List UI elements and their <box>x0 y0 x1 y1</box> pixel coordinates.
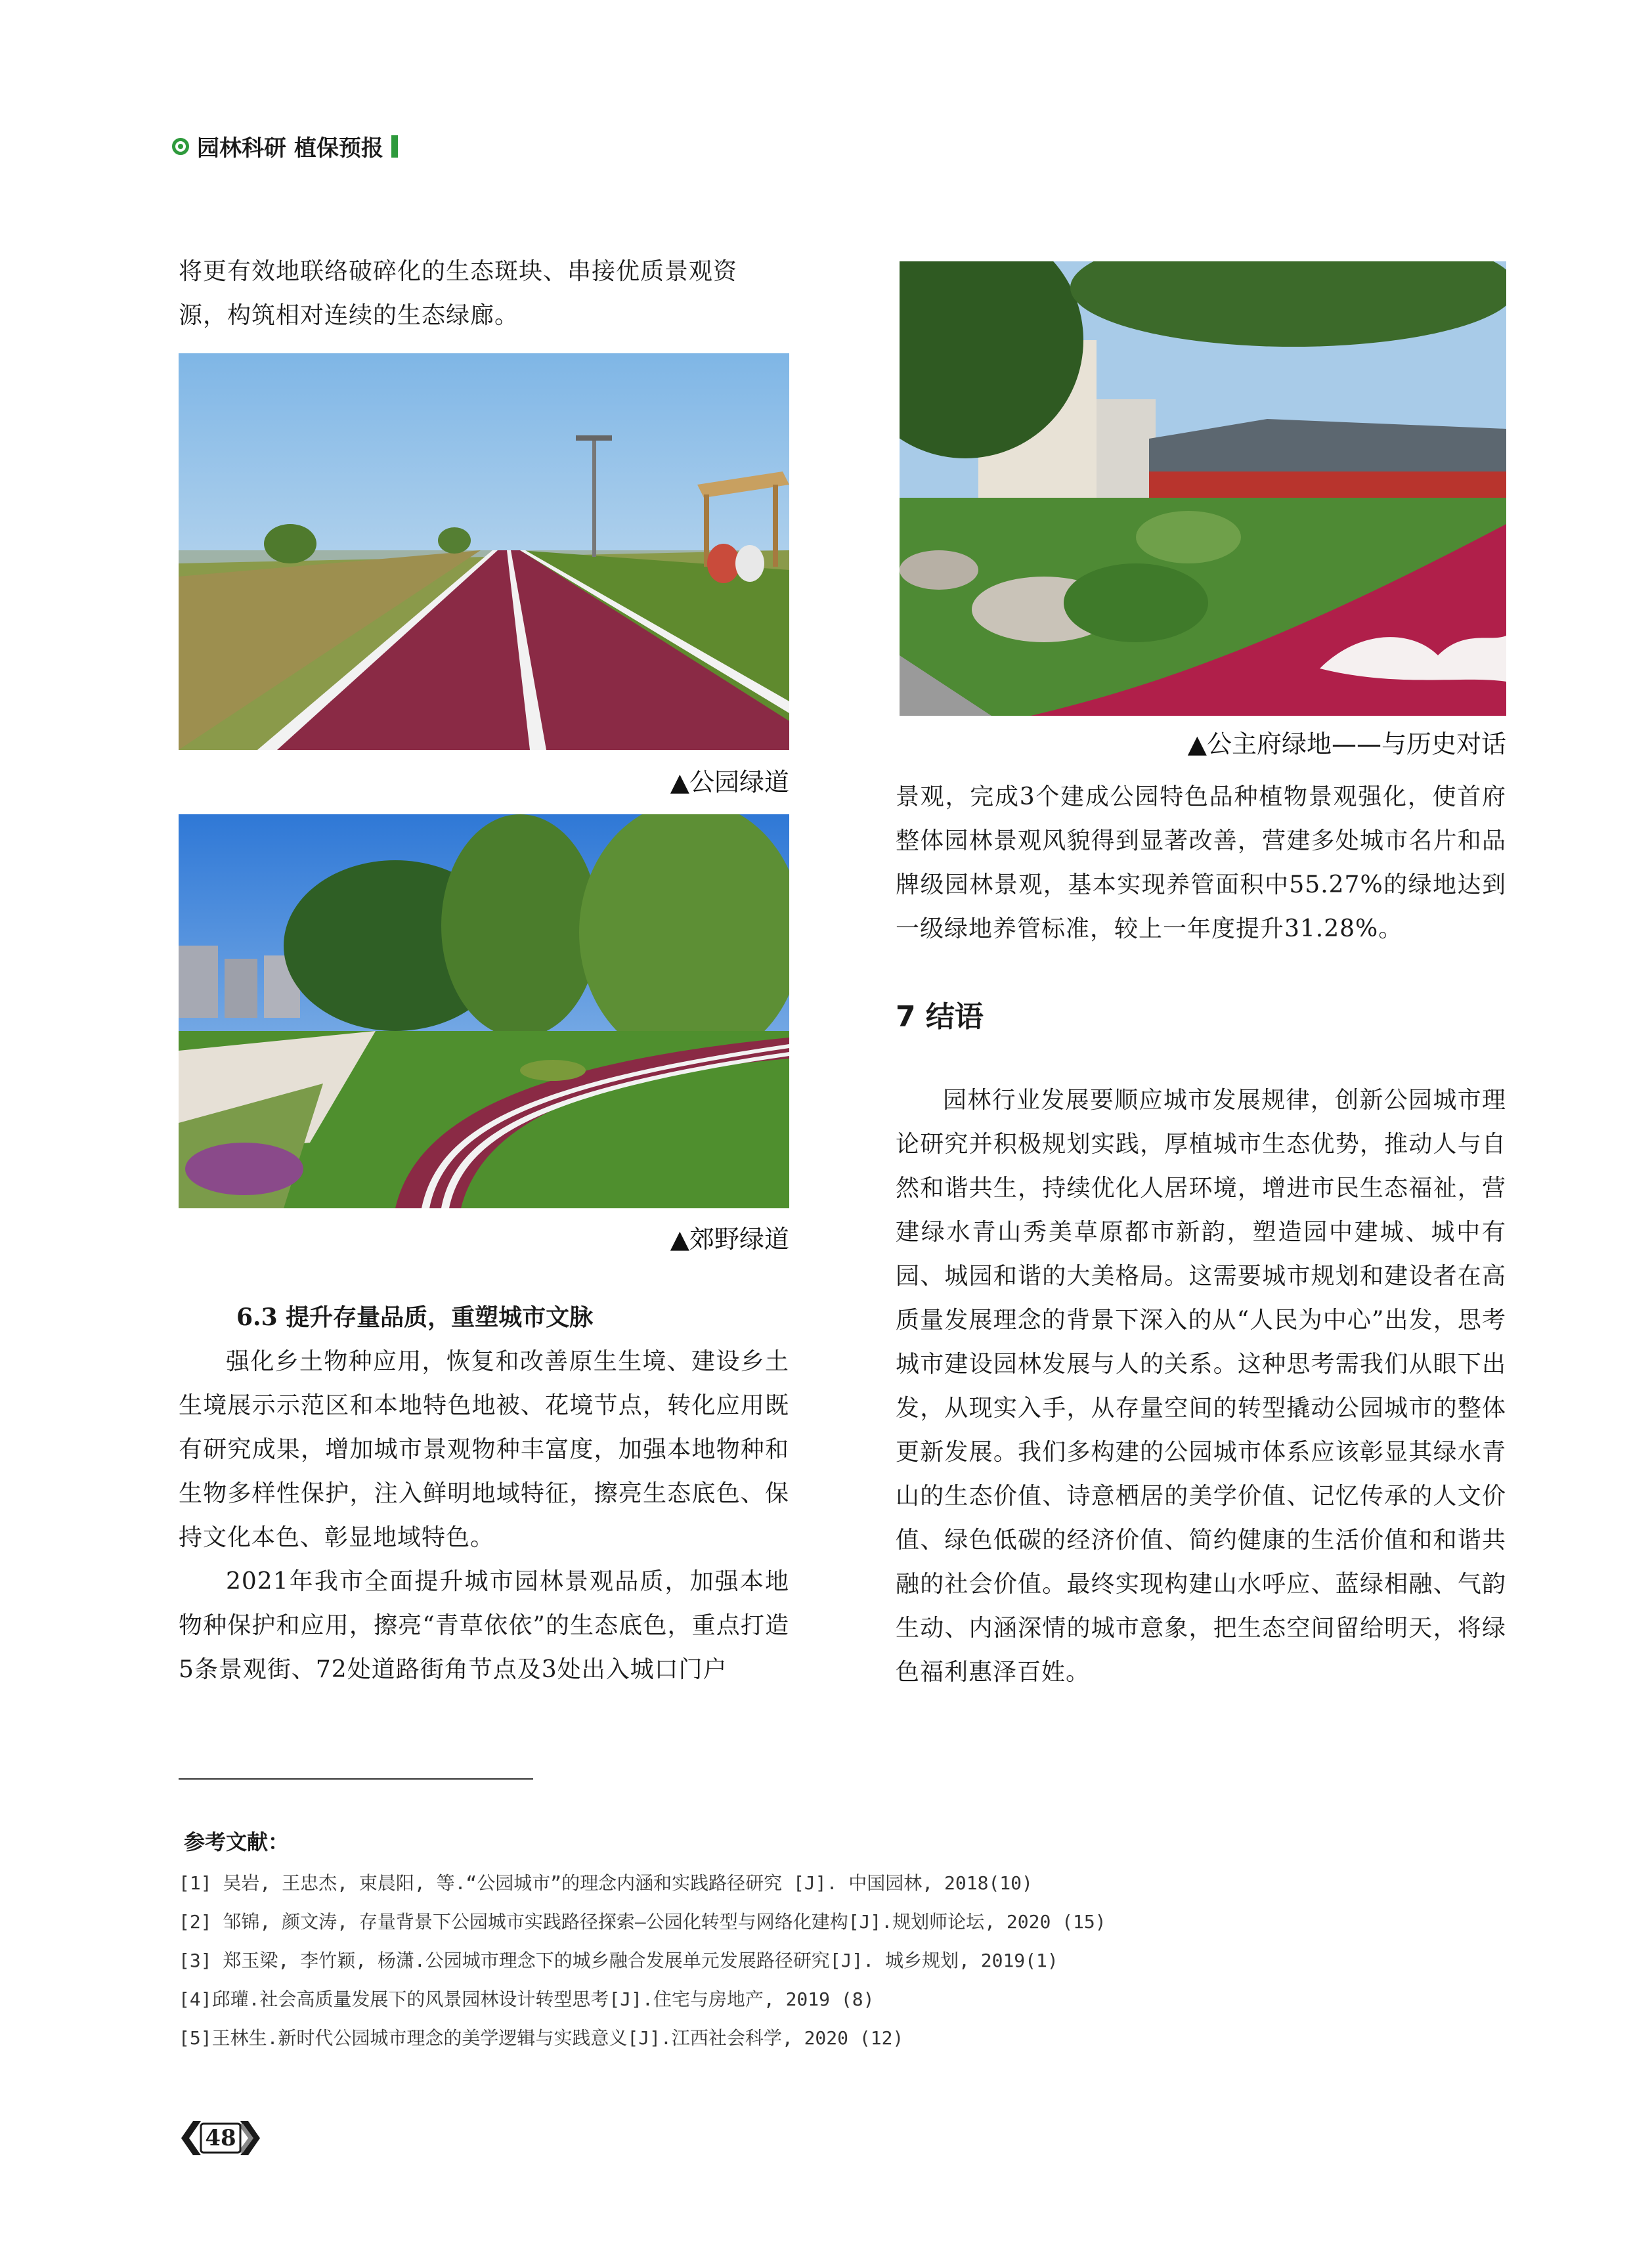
paragraph-continued: 景观，完成3个建成公园特色品种植物景观强化，使首府整体园林景观风貌得到显著改善，营建多处城市名片和品牌级园林景观，基本实现养管面积中55.27%的绿地达到一级绿地养管标准，较上一年度提升31.28%。 <box>896 783 1506 942</box>
reference-item: [4]邱瓘.社会高质量发展下的风景园林设计转型思考[J].住宅与房地产, 2019 (8) <box>179 1988 875 2010</box>
photo-suburban-greenway <box>179 814 789 1208</box>
section-title: 7 结语 <box>896 1000 984 1034</box>
right-body-cont <box>896 775 1506 951</box>
reference-item: [5]王林生.新时代公园城市理念的美学逻辑与实践意义[J].江西社会科学, 2020 (12) <box>179 2027 904 2049</box>
subsection-title: 6.3 提升存量品质，重塑城市文脉 <box>236 1304 594 1331</box>
page-number-badge <box>175 2118 267 2158</box>
reference-item: [1] 吴岩, 王忠杰, 束晨阳, 等.“公园城市”的理念内涵和实践路径研究 [J]. 中国园林, 2018(10) <box>179 1872 1033 1894</box>
intro-line-2: 源，构筑相对连续的生态绿廊。 <box>179 302 519 329</box>
right-body-conclusion <box>896 1078 1506 1694</box>
page-number: 48 <box>205 2125 236 2151</box>
references-title: 参考文献： <box>184 1830 290 1854</box>
photo3-caption: ▲公主府绿地——与历史对话 <box>1187 730 1506 758</box>
photo2-caption: ▲郊野绿道 <box>670 1225 789 1254</box>
reference-item: [3] 郑玉梁, 李竹颖, 杨潇.公园城市理念下的城乡融合发展单元发展路径研究[J]. 城乡规划, 2019(1) <box>179 1950 1058 1971</box>
photo-princess-mansion <box>900 261 1506 716</box>
photo1-caption: ▲公园绿道 <box>670 768 789 797</box>
intro-line-1: 将更有效地联络破碎化的生态斑块、串接优质景观资 <box>179 258 738 285</box>
footnote-rule <box>179 1778 533 1780</box>
left-body <box>179 1340 789 1692</box>
target-icon <box>172 138 189 155</box>
paragraph-6-3-1: 强化乡土物种应用，恢复和改善原生生境、建设乡土生境展示示范区和本地特色地被、花境节点，转化应用既有研究成果，增加城市景观物种丰富度，加强本地物种和生物多样性保护，注入鲜明地域特征，擦亮生态底色、保持文化本色、彰显地域特色。 <box>179 1348 789 1551</box>
photo-park-greenway <box>179 353 789 750</box>
paragraph-conclusion: 园林行业发展要顺应城市发展规律，创新公园城市理论研究并积极规划实践，厚植城市生态优势，推动人与自然和谐共生，持续优化人居环境，增进市民生态福祉，营建绿水青山秀美草原都市新韵，塑造园中建城、城中有园、城园和谐的大美格局。这需要城市规划和建设者在高质量发展理念的背景下深入的从“人民为中心”出发，思考城市建设园林发展与人的关系。这种思考需我们从眼下出发，从现实入手，从存量空间的转型撬动公园城市的整体更新发展。我们多构建的公园城市体系应该彰显其绿水青山的生态价值、诗意栖居的美学价值、记忆传承的人文价值、绿色低碳的经济价值、简约健康的生活价值和和谐共融的社会价值。最终实现构建山水呼应、蓝绿相融、气韵生动、内涵深情的城市意象，把生态空间留给明天，将绿色福利惠泽百姓。 <box>896 1087 1506 1686</box>
header-title: 园林科研 植保预报 <box>197 135 383 162</box>
running-header <box>172 130 398 162</box>
paragraph-6-3-2: 2021年我市全面提升城市园林景观品质，加强本地物种保护和应用，擦亮“青草依依”的生态底色，重点打造5条景观街、72处道路街角节点及3处出入城口门户 <box>179 1568 789 1683</box>
references-list <box>179 1864 1106 2057</box>
reference-item: [2] 邹锦, 颜文涛, 存量背景下公园城市实践路径探索—公园化转型与网络化建构[J].规划师论坛, 2020 (15) <box>179 1911 1106 1933</box>
left-intro <box>179 250 789 338</box>
header-bar-icon <box>391 135 398 158</box>
